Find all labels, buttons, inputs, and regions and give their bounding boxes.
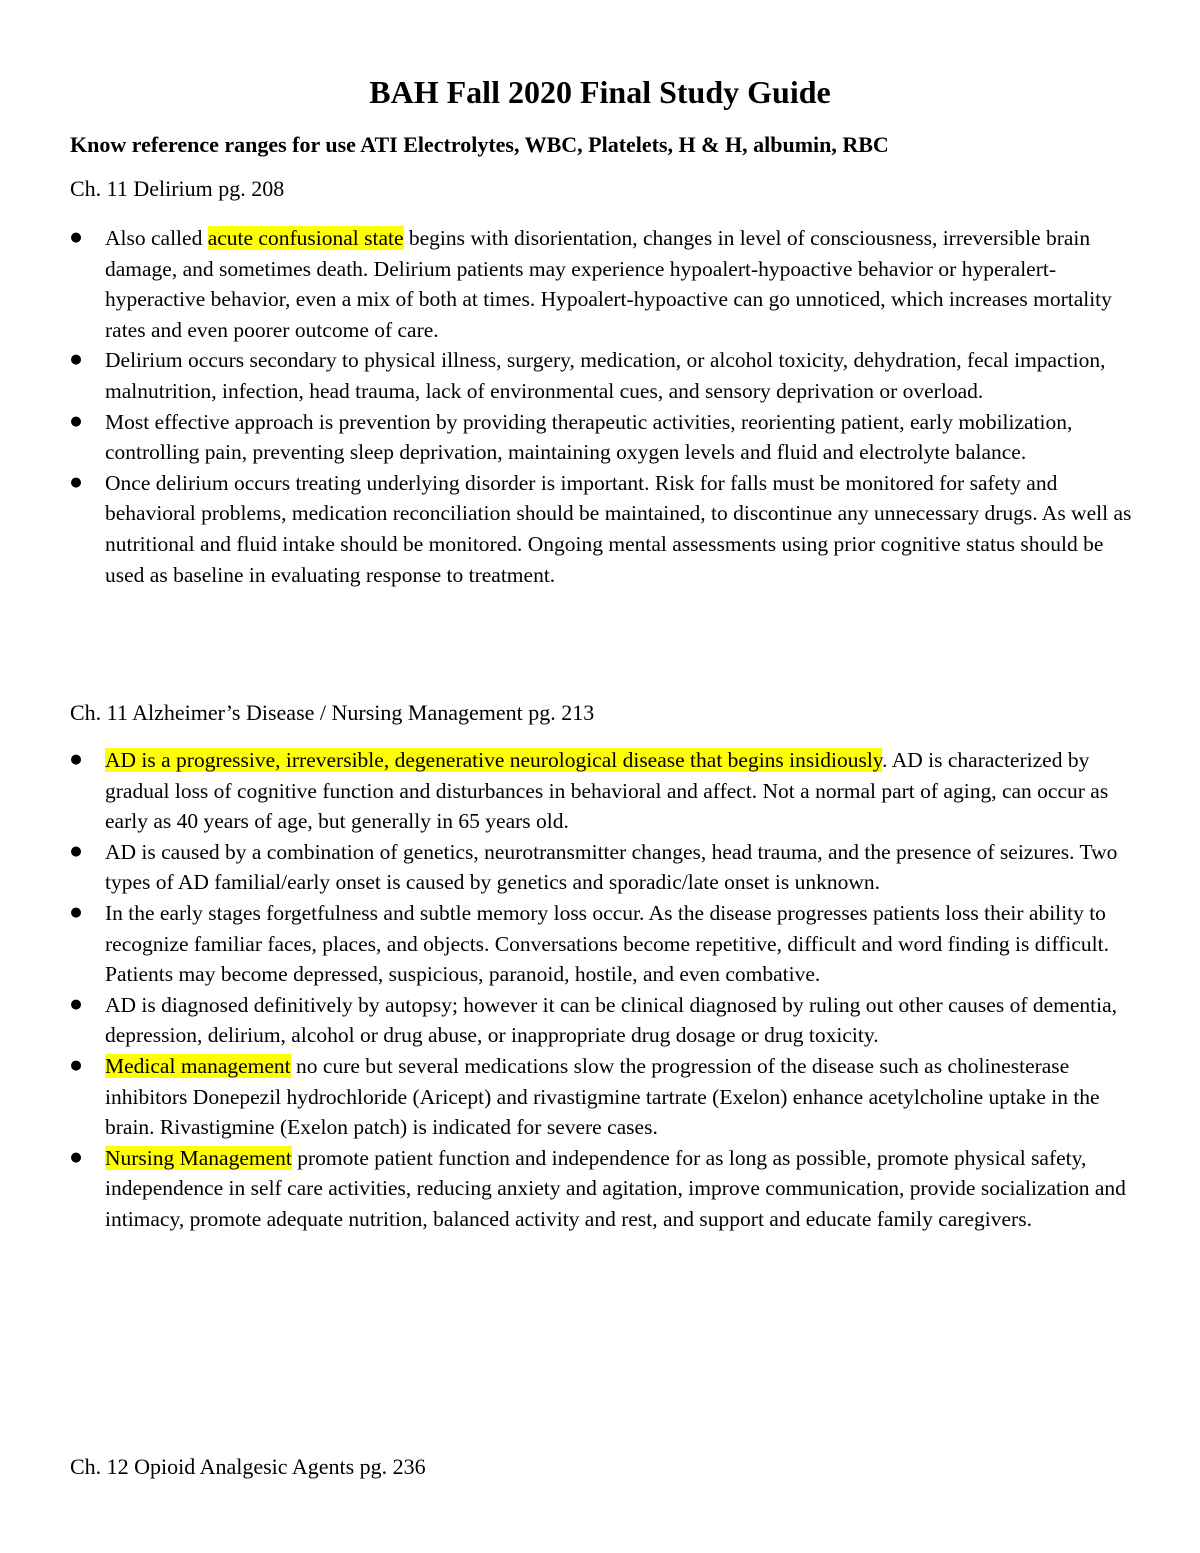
bullet-icon: ● [70, 230, 82, 245]
section-heading-delirium: Ch. 11 Delirium pg. 208 [70, 176, 285, 201]
list-item: ● Nursing Management promote patient function and independence for as long as possible, promote physical safety, independence in self care activities, reducing anxiety and agitation, improve communication, provide socialization and intimacy, promote adequate nutrition, balanced activity and rest, and support and educate family caregivers. [70, 1143, 1136, 1235]
bullet-icon: ● [70, 413, 82, 429]
delirium-bullet-list [70, 223, 1136, 590]
list-item: ● Once delirium occurs treating underlying disorder is important. Risk for falls must be monitored for safety and behavioral problems, medication reconciliation should be maintained, to discontinue any unnecessary drugs. As well as nutritional and fluid intake should be monitored. Ongoing mental assessments using prior cognitive status should be used as baseline in evaluating response to treatment. [70, 468, 1136, 590]
bullet-icon: ● [70, 352, 82, 368]
list-item: ● In the early stages forgetfulness and subtle memory loss occur. As the disease progresses patients loss their ability to recognize familiar faces, places, and objects. Conversations become repetitive, difficult and word finding is difficult. Patients may become depressed, suspicious, paranoid, hostile, and even combative. [70, 898, 1136, 990]
bullet-icon: ● [70, 474, 82, 490]
bullet-icon: ● [70, 904, 82, 920]
list-item: ● Most effective approach is prevention by providing therapeutic activities, reorienting patient, early mobilization, controlling pain, preventing sleep deprivation, maintaining oxygen levels and fluid and electrolyte balance. [70, 407, 1136, 468]
bullet-icon: ● [70, 843, 82, 859]
list-item: ● Medical management no cure but several medications slow the progression of the disease such as cholinesterase inhibitors Donepezil hydrochloride (Aricept) and rivastigmine tartrate (Exelon) enhance acetylcholine uptake in the brain. Rivastigmine (Exelon patch) is indicated for severe cases. [70, 1051, 1136, 1143]
alzheimers-bullet-list [70, 745, 1136, 1235]
highlighted-text: acute confusional state [207, 226, 404, 250]
list-item: ● AD is diagnosed definitively by autopsy; however it can be clinical diagnosed by ruling out other causes of dementia, depression, delirium, alcohol or drug abuse, or inappropriate drug dosage or drug toxicity. [70, 990, 1136, 1051]
list-item: ● AD is a progressive, irreversible, degenerative neurological disease that begins insidiously. AD is characterized by gradual loss of cognitive function and disturbances in behavioral and affect. Not a normal part of aging, can occur as early as 40 years of age, but generally in 65 years old. [70, 745, 1136, 837]
highlighted-text: Nursing Management [105, 1145, 292, 1170]
section-heading-alzheimers: Ch. 11 Alzheimer’s Disease / Nursing Management pg. 213 [70, 700, 595, 725]
bullet-icon: ● [70, 752, 82, 767]
highlighted-text: AD is a progressive, irreversible, degenerative neurological disease that begins insidiously [105, 748, 883, 772]
list-item: ● Delirium occurs secondary to physical illness, surgery, medication, or alcohol toxicity, dehydration, fecal impaction, malnutrition, infection, head trauma, lack of environmental cues, and sensory deprivation or overload. [70, 345, 1136, 406]
highlighted-text: Medical management [105, 1053, 291, 1078]
bullet-icon: ● [70, 996, 82, 1012]
list-item: ● Also called acute confusional state begins with disorientation, changes in level of consciousness, irreversible brain damage, and sometimes death. Delirium patients may experience hypoalert-hypoactive behavior or hyperalert-hyperactive behavior, even a mix of both at times. Hypoalert-hypoactive can go unnoticed, which increases mortality rates and even poorer outcome of care. [70, 223, 1136, 345]
bullet-icon: ● [70, 1149, 82, 1165]
bullet-icon: ● [70, 1057, 82, 1073]
section-heading-opioid: Ch. 12 Opioid Analgesic Agents pg. 236 [70, 1454, 426, 1479]
list-item: ● AD is caused by a combination of genetics, neurotransmitter changes, head trauma, and the presence of seizures. Two types of AD familial/early onset is caused by genetics and sporadic/late onset is unknown. [70, 837, 1136, 898]
document-title: BAH Fall 2020 Final Study Guide [369, 74, 831, 110]
document-subtitle: Know reference ranges for use ATI Electrolytes, WBC, Platelets, H & H, albumin, RBC [70, 132, 889, 157]
